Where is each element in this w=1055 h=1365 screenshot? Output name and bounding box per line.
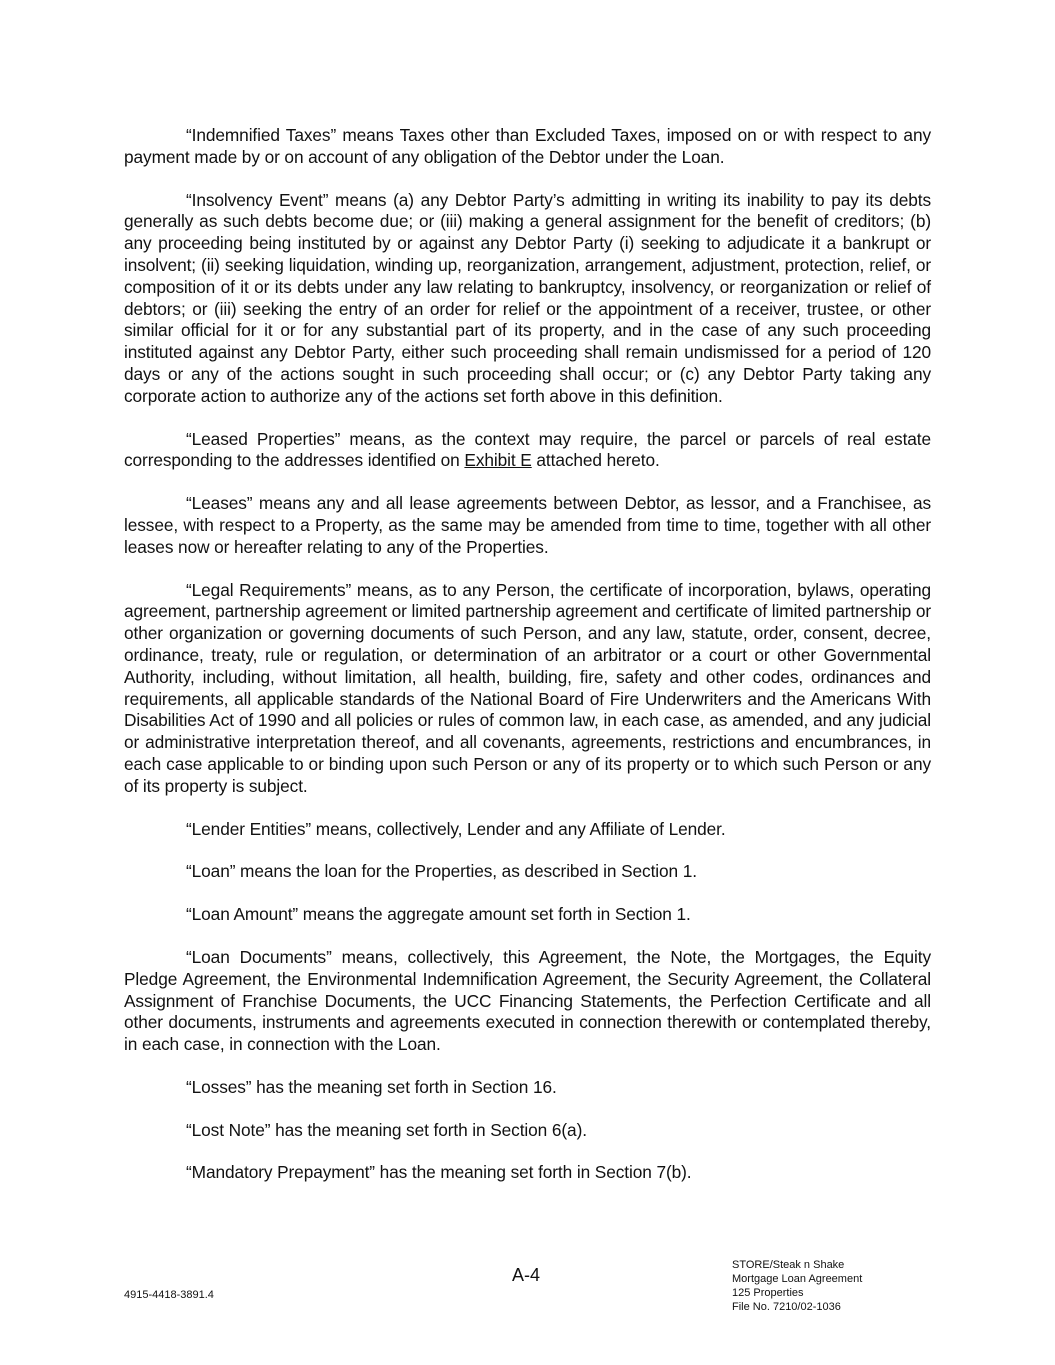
definition-lost-note: “Lost Note” has the meaning set forth in Section 6(a). <box>186 1119 587 1140</box>
definition-legal-requirements: “Legal Requirements” means, as to any Person, the certificate of incorporation, bylaws, operating agreement, partnership agreement or limited partnership agreement and certificate of limited partnership or other organization or governing documents of such Person, and any law, statute, order, consent, decree, ordinance, treaty, rule or regulation, or determination of an arbitrator or a court or other Governmental Authority, including, without limitation, all health, building, fire, safety and other codes, ordinances and requirements, all applicable standards of the National Board of Fire Underwriters and the Americans With Disabilities Act of 1990 and all policies or rules of common law, in each case, as amended, and any judicial or administrative interpretation thereof, and all covenants, agreements, restrictions and encumbrances, in each case applicable to or binding upon such Person or any of its property or to which such Person or any of its property is subject. <box>124 579 931 796</box>
footer-meta-line: 125 Properties <box>732 1287 804 1299</box>
footer-meta-line: File No. 7210/02-1036 <box>732 1301 841 1313</box>
footer-meta-line: STORE/Steak n Shake <box>732 1259 845 1271</box>
footer-meta-line: Mortgage Loan Agreement <box>732 1273 863 1285</box>
document-body <box>124 125 931 1205</box>
exhibit-e-link[interactable]: Exhibit E <box>464 450 532 471</box>
definition-loan-amount: “Loan Amount” means the aggregate amount set forth in Section 1. <box>186 904 691 925</box>
leased-properties-text-before: “Leased Properties” means, as the context may require, the parcel or parcels of real estate corresponding to the addresses identified on <box>124 428 931 471</box>
definition-mandatory-prepayment: “Mandatory Prepayment” has the meaning set forth in Section 7(b). <box>186 1162 692 1183</box>
leased-properties-text-after: attached hereto. <box>531 450 660 471</box>
document-id: 4915-4418-3891.4 <box>124 1289 214 1301</box>
definition-indemnified-taxes: “Indemnified Taxes” means Taxes other than Excluded Taxes, imposed on or with respect to any payment made by or on account of any obligation of the Debtor under the Loan. <box>124 125 931 167</box>
footer-meta-block <box>732 1258 862 1314</box>
definition-insolvency-event: “Insolvency Event” means (a) any Debtor Party’s admitting in writing its inability to pay its debts generally as such debts become due; or (iii) making a general assignment for the benefit of creditors; (b) any proceeding being instituted by or against any Debtor Party (i) seeking to adjudicate it a bankrupt or insolvent; (ii) seeking liquidation, winding up, reorganization, arrangement, adjustment, protection, relief, or composition of it or its debts under any law relating to bankruptcy, insolvency, or reorganization or relief of debtors; or (iii) seeking the entry of an order for relief or the appointment of a receiver, trustee, or other similar official for it or for any substantial part of its property, and in the case of any such proceeding instituted against any Debtor Party, either such proceeding shall remain undismissed for a period of 120 days or any of the actions sought in such proceeding shall occur; or (c) any Debtor Party taking any corporate action to authorize any of the actions set forth above in this definition. <box>124 189 931 406</box>
definition-lender-entities: “Lender Entities” means, collectively, Lender and any Affiliate of Lender. <box>186 818 726 839</box>
definition-losses: “Losses” has the meaning set forth in Section 16. <box>186 1076 557 1097</box>
definition-loan-documents: “Loan Documents” means, collectively, this Agreement, the Note, the Mortgages, the Equity Pledge Agreement, the Environmental Indemnification Agreement, the Security Agreement, the Collateral Assignment of Franchise Documents, the UCC Financing Statements, the Perfection Certificate and all other documents, instruments and agreements executed in connection therewith or contemplated thereby, in each case, in connection with the Loan. <box>124 946 931 1055</box>
definition-loan: “Loan” means the loan for the Properties, as described in Section 1. <box>186 861 697 882</box>
definition-leased-properties <box>124 429 931 473</box>
page-number: A-4 <box>512 1265 541 1285</box>
definition-leases: “Leases” means any and all lease agreements between Debtor, as lessor, and a Franchisee, as lessee, with respect to a Property, as the same may be amended from time to time, together with all other leases now or hereafter relating to any of the Properties. <box>124 493 931 557</box>
